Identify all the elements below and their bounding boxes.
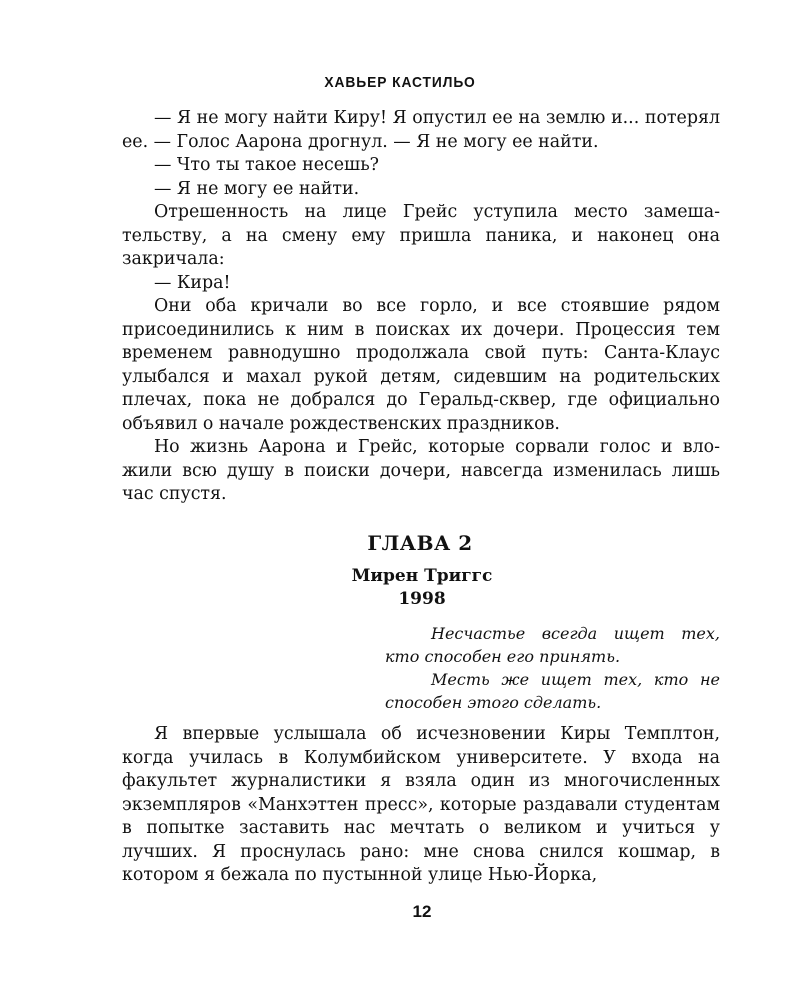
chapter-subtitle-name: Мирен Триггс — [351, 566, 493, 586]
paragraph: Но жизнь Аарона и Грейс, которые сорвали голос и вложили всю душу в поиски дочери, навсегда изменилась лишь час спустя. — [122, 437, 720, 504]
epigraph — [385, 622, 720, 714]
top-text-block — [122, 107, 720, 507]
paragraph: — Я не могу найти Киру! Я опустил ее на землю и... потерял ее. — Голос Аарона дрогнул. — Я не могу ее найти. — [122, 108, 720, 152]
paragraph: Они оба кричали во все горло, и все стоявшие рядом присоединились к ним в поисках их дочери. Процессия тем временем равнодушно продолжала свой путь: Санта-Клаус улыбался и махал рукой детям, сидевшим на родительских плечах, пока не добрался до Геральд-сквер, где официально объявил о начале рождественских праздников. — [122, 296, 720, 434]
running-head: ХАВЬЕР КАСТИЛЬО — [324, 74, 476, 91]
epigraph-line: Месть же ищет тех, кто не способен этого сделать. — [385, 670, 720, 712]
chapter-title: ГЛАВА 2 — [367, 531, 473, 555]
page-number: 12 — [412, 902, 432, 921]
chapter-subtitle-year: 1998 — [398, 589, 446, 609]
paragraph: Я впервые услышала об исчезновении Киры Темплтон, когда училась в Колумбийском университете. У входа на факультет журналистики я взяла один из многочисленных экземпляров «Манхэттен пресс», которые раздавали студентам в попытке заставить нас мечтать о великом и учиться у лучших. Я проснулась рано: мне снова снился кошмар, в котором я бежала по пустынной улице Нью-Йорка, — [122, 724, 720, 885]
paragraph: — Что ты такое несешь? — [154, 155, 379, 175]
bottom-text-block — [122, 723, 720, 888]
paragraph: Отрешенность на лице Грейс уступила место замешательству, а на смену ему пришла паника, и наконец она закричала: — [122, 202, 720, 269]
epigraph-line: Несчастье всегда ищет тех, кто способен его принять. — [385, 624, 720, 666]
paragraph: — Кира! — [154, 272, 231, 293]
paragraph: — Я не могу ее найти. — [154, 178, 360, 199]
